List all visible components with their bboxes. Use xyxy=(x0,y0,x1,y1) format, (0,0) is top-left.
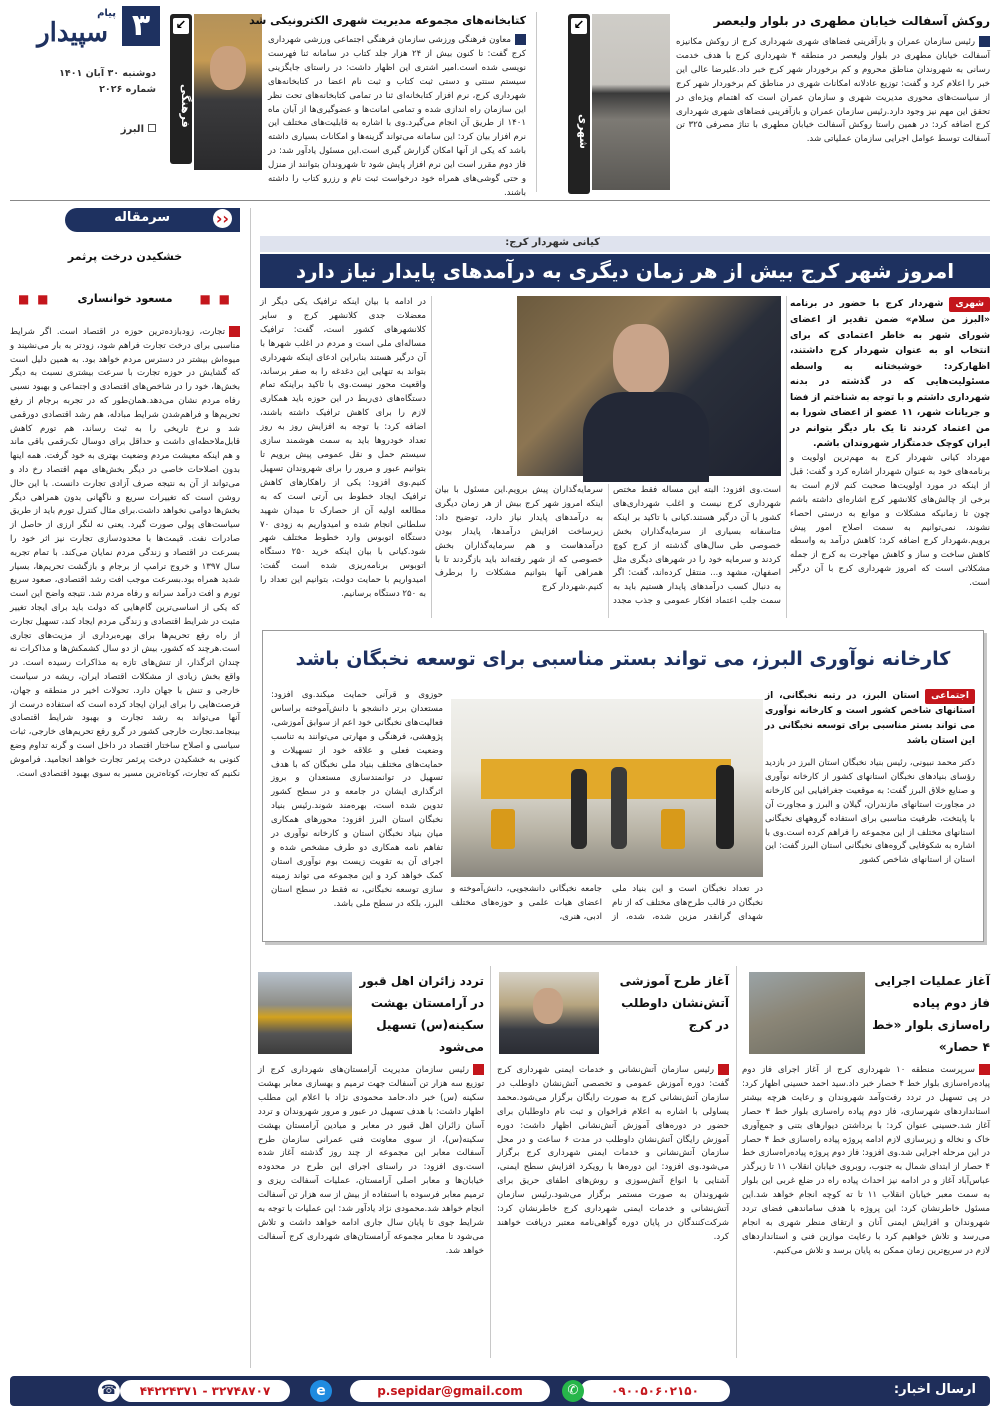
culture-news-text: معاون فرهنگی ورزشی سازمان فرهنگی اجتماعی ورزشی شهرداری کرج گفت: تا کنون بیش از ۲۴ هزار جلد کتاب در سامانه ثنا فهرست نویسی شده است.امیر اشتری این اظهار داشت: در راستای جایگزینی سیستم سنتی و دستی ثبت کتاب و ثبت نام اعضا در کتابخانه‌های شهرداری کرج، نرم افزار کتابخانه‌ای ثنا در تمامی کتابخانه‌های تحت نظر این سازمان راه اندازی شده و تمامی امانت‌ها و عضوگیری‌ها از آبان ماه ۱۴۰۱ از طریق آن انجام می‌گیرد.وی با اشاره به قابلیت‌های مختلف این نرم افزار بیان کرد: این سامانه می‌تواند گزینه‌ها و امکانات بسیاری داشته باشد که یکی از آنها امکان گزارش گیری است.این مسئول یادآور شد: در فاز دوم مقرر است این نرم افزار پایش شود تا شهروندان بتوانند از منزل و حتی گوشی‌های همراه خود درخواست ثبت نام و رزرو کتاب را داشته باشند. xyxy=(268,35,526,198)
innovation-right-col xyxy=(765,689,975,937)
whatsapp-icon: ✆ xyxy=(562,1380,584,1402)
bullet-icon xyxy=(473,1064,484,1075)
editorial-text: تجارت، زودبازده‌ترین حوزه در اقتصاد است. اگر شرایط مناسبی برای درخت تجارت فراهم شود، زودتر به بار می‌نشیند و میوه‌اش بیشتر در دسترس مردم خواهد بود. به همین دلیل است که گشایش در حوزه تجارت با سرعت بیشتری نسبت به دیگر بخش‌ها، خود را در شاخص‌های اقتصادی و اجتماعی و بهبود نسبی رفاه مردم نشان می‌دهد.همان‌طور که در تجربه برجام از رفع تحریم‌ها و فراهم‌شدن شرایط مبادله، هم رشد اقتصادی دورقمی شد و نرخ تاریخی را به ثبت رساند، هم تورم کاهش قابل‌ملاحظه‌ای داشت و حداقل برای دوسال تک‌رقمی باقی ماند و هم اینکه معیشت مردم وضعیت بهتری به خود گرفت. همه اینها بدون اصلاحات خاصی در دیگر بخش‌های مهم اقتصاد رخ داد و می‌تواند از آن به نتیجه صرف آزادی تجارت دانست. با این حال روشن است که تغییرات سریع و ناگهانی بدون همراهی دیگر بخش‌ها دوامی نخواهد داشت.برای مثال کنترل تورم باید از طریق سیاست‌های پولی صورت گیرد. یعنی نه لنگر ارزی از حاصل از صادرات نفت. قیمت‌ها با محدودسازی تجارت نیز اثر خود را بسرعت در اقتصاد و زندگی مردم نمایان می‌کند. با تمام تجربه سال ۱۳۹۷ و خروج ترامپ از برجام و بازگشت تحریم‌ها، بسیار شدید همراه بود.بسرعت موجب افت رشد اقتصادی، صعود سریع تورم و افت درآمد سرانه و رفاه مردم شد. نتیجه واضح این است که یکی از اساسی‌ترین گام‌هایی که دولت باید برای ایجاد تغییر مثبت در شرایط اقتصادی و زندگی مردم ایجاد کند، تسهیل تجارت از راه رفع تحریم‌ها برای بهره‌برداری از مزیت‌های تجاری است.هرچند که کشور، بیش از دو سال کشمکش‌ها و مذاکرات نه چندان اثرگذار، از تنش‌های تازه به مذاکرات رسیده است. در واقع بخش زیادی از مشکلات اقتصاد ایران، ریشه در سیاست خارجی و تنش با جهان دارد. تحولات اخیر در منطقه و جهان، فرصت‌هایی را برای ایران ایجاد کرده است که استفاده درست از آنها می‌تواند به رشد تجارت و بهبود شرایط اقتصادی بینجامد.تجارت خارجی کشور در گرو رفع تحریم‌های خارجی، ثبات سیاسی و اصلاح ساختار اقتصاد در داخل است و گرنه تداوم وضع کنونی به خشکیدن درخت پرثمر تجارت خواهد انجامید. فراموش نکنیم که تجارت، کوتاه‌ترین مسیر به سوی بهبود اقتصادی است. xyxy=(10,327,240,779)
asphalt-photo xyxy=(592,14,670,190)
region-text: البرز xyxy=(120,124,144,135)
person xyxy=(571,769,587,849)
editorial-author-row xyxy=(10,292,240,308)
person xyxy=(716,765,734,849)
innovation-box xyxy=(262,630,984,942)
bottom-news-2-title: آغاز طرح آموزشی آتش‌نشان داوطلب در کرج xyxy=(619,974,729,1032)
lead-intro-text: شهردار کرج با حضور در برنامه «البرز من سلام» ضمن تقدیر از اعضای شورای شهر به خاطر اعتمادی که برای انتخاب او به عنوان شهردار کرج داشتند، اظهارکرد: خوشبختانه به واسطه مسئولیت‌هایی که در گذشته در بدنه شهرداری داشتم و با توجه به شناختم از فضا و جریانات شهر، ۱۱ عضو از اعضای شورا به من اعتماد کردند تا یک بار دیگر بتوانم در ایران کوچک خدمتگزار شهروندان باشم. xyxy=(790,298,990,449)
lead-kicker-text: کیانی شهردار کرج: xyxy=(505,237,600,248)
innovation-lead xyxy=(765,689,975,751)
bullet-icon xyxy=(979,1064,990,1075)
browser-icon: e xyxy=(310,1380,332,1402)
bullet-icon xyxy=(515,34,526,45)
paving-photo xyxy=(258,972,352,1054)
red-dots-icon: ■ ■ xyxy=(18,292,51,306)
logo xyxy=(10,8,116,54)
lead-body-right: مهرداد کیانی شهردار کرج به مهم‌ترین اولویت و برنامه‌های خود به عنوان شهردار اشاره کرد و گفت: قبل از اینکه در مورد اولویت‌ها صحبت کنم لازم است به برخی از چالش‌های کلانشهر کرج اشاره‌ای داشته باشم چون تا زمانیکه مشکلات و موانع به درستی احصاء نشوند، نمی‌توانیم به سمت اصلاح امور پیش برویم.شهردار کرج اضافه کرد: کاهش درآمد به واسطه کاهش ساخت و ساز و کاهش مهاجرت به کرج از جمله مشکلاتی است که امروز شهرداری کرج با آن درگیر است. xyxy=(790,453,990,589)
bottom-news-3-text: رئیس سازمان مدیریت آرامستان‌های شهرداری کرج از توزیع سه هزار تن آسفالت جهت ترمیم و بهسازی معابر بهشت سکینه (س) خبر داد.حامد محمودی نژاد با اعلام این مطلب اظهار داشت: با هدف تسهیل در عبور و مرور شهروندان و تردد آسان زائران اهل قبور در معابر و میادین آرامستان بهشت سکینه(س)، از سوی معاونت فنی عمرانی سازمان طرح آسفالت معابر این مجموعه از چند روز گذشته آغاز شده است.وی افزود: در راستای اجرای این طرح در محدوده خیابان‌ها و معابر اصلی آرامستان، عملیات آسفالت ریزی و ترمیم معابر فرسوده با استفاده از بیش از سه هزار تن آسفالت انجام خواهد شد.محمودی نژاد یادآور شد: این عملیات با توجه به شرایط جوی تا پایان سال جاری ادامه خواهد داشت و تلاش می‌شود تا معابر مجموعه آرامستان‌های شهرداری کرج آسفالت خواهد شد. xyxy=(258,1065,484,1256)
bottom-news-3-title: تردد زائران اهل قبور در آرامستان بهشت سکینه(س) تسهیل می‌شود xyxy=(359,974,484,1054)
mobile-number: ۰۹۰۰۵۰۶۰۲۱۵۰ xyxy=(580,1380,730,1402)
editorial-title: خشکیدن درخت پرثمر xyxy=(67,250,183,263)
person-head xyxy=(613,324,669,394)
lead-headline: امروز شهر کرج بیش از هر زمان دیگری به درآمدهای پایدار نیاز دارد xyxy=(260,254,990,288)
bottom-news-1-text: سرپرست منطقه ۱۰ شهرداری کرج از آغاز اجرای فاز دوم پیاده‌راه‌سازی بلوار خط ۴ حصار خبر داد.سید احمد حسینی اظهار کرد: در پی تسهیل در تردد رفت‌وآمد شهروندان و رعایت هرچه بیشتر استانداردهای شهرسازی، فاز دوم پیاده راه‌سازی بلوار خط ۴ حصار آغاز شد.حسینی عنوان کرد: با برداشتن دیوارهای بتنی و جمع‌آوری خاک و نخاله و زیرسازی لازم ادامه پروژه پیاده راه‌سازی خط ۴ حصار در این مرحله اجرایی شد.وی افزود: فاز دوم پروژه پیاده‌راه‌سازی خط ۴ حصار از ابتدای شمال به جنوب، روبروی خیابان انقلاب ۱۱ تا زیرگذر عباس‌آباد آغاز و در ادامه نیز احداث پیاده راه در ضلع غربی این بلوار به سمت معبر خیابان انقلاب ۱۱ تا ته کوچه انجام خواهد شد.این مسئول خاطرنشان کرد: این پروژه با هدف ساماندهی فضای تردد شهروندان و افزایش ایمنی آنان و ارتقای منظر شهری به انجام می‌رسد و تلاش خواهیم کرد با رعایت موازین فنی و استانداردهای لازم در سریع‌ترین زمان ممکن به پایان برسد و تلاش می‌کنیم. xyxy=(742,1065,991,1256)
editorial xyxy=(10,208,240,1368)
culture-photo xyxy=(194,14,262,170)
person-head xyxy=(533,988,563,1024)
bullet-icon xyxy=(718,1064,729,1075)
arrow-down-left-icon: ↙ xyxy=(173,18,189,34)
bottom-news-2 xyxy=(497,966,729,1362)
urban-tab-label: شهری xyxy=(577,114,590,150)
editorial-header xyxy=(10,208,240,232)
lead-body-mid: است.وی افزود: البته این مساله فقط مختص شهرداری کرج نیست و اغلب شهرداری‌های کشور با آن درگیر هستند.کیانی با تاکید بر اینکه متاسفانه بسیاری از سرمایه‌گذاران بخش خصوصی طی سال‌های گذشته از کرج کوچ کردند و سرمایه خود را در شهرهای دیگری مثل اصفهان، مشهد و... منتقل کرده‌اند، گفت: اگر به دنبال کسب درآمدهای پایدار هستیم باید به سمت جلب اعتماد افکار عمومی و جذب مجدد سرمایه‌گذاران پیش برویم.این مسئول با بیان اینکه امروز شهر کرج بیش از هر زمان دیگری به درآمدهای پایدار نیاز دارد، توضیح داد: زیرساخت افزایش درآمدها، پایدار بودن درآمدهاست و هم سرمایه‌گذاران بخش خصوصی که از شهر رفته‌اند باید بازگردند تا با همراهی آنها بتوانیم مشکلات را برطرف کنیم.شهردار کرج xyxy=(435,485,781,607)
culture-news xyxy=(249,12,526,198)
barrel xyxy=(661,809,685,849)
lead-body-left: در ادامه با بیان اینکه ترافیک یکی دیگر از معضلات جدی کلانشهر کرج و سایر کلانشهرهای کشور است، گفت: ترافیک مساله‌ای ملی است و مردم در اغلب شهرها با آن درگیر هستند بنابراین ادعای اینکه شهرداری بتواند به تنهایی این دغدغه را به صفر برساند، واقعیت محور نیست.وی با تاکید براینکه تمام دستگاه‌های ذی‌ربط در این حوزه باید همکاری لازم را برای کاهش ترافیک داشته باشند، اضافه کرد: با توجه به افزایش روز به روز تعداد خودروها باید به سمت هوشمند سازی سیستم حمل و نقل عمومی پیش برویم تا بتوانیم عبور و مرور را برای شهروندان تسهیل کنیم.وی افزود: یکی از راهکارهای کاهش ترافیک ایجاد خطوط بی آرتی است که به مطالعه اولیه آن از حصارک تا میدان شهید سلطانی انجام شده و امیدواریم به زودی ۷۰ دستگاه اتوبوس وارد خطوط مختلف شهر شود.کیانی با بیان اینکه خرید ۲۵۰ دستگاه اتوبوس برنامه‌ریزی شده است گفت: امیدواریم با حمایت دولت، بتوانیم این تعداد را به ۲۵۰ دستگاه برسانیم. xyxy=(260,297,426,600)
bottom-news-3-body xyxy=(258,1064,484,1360)
urban-news-body xyxy=(676,36,990,196)
culture-tab xyxy=(170,14,192,164)
urban-tab xyxy=(568,14,590,194)
barrel xyxy=(491,809,515,849)
red-dots-icon: ■ ■ xyxy=(199,292,232,306)
logo-text: سپیدار xyxy=(37,18,108,48)
mayor-photo xyxy=(517,296,781,476)
innovation-lead-text: استان البرز، در رتبه نخبگانی، از استانهای شاخص کشور است و کارخانه نوآوری می تواند بستر مناسبی برای توسعه نخبگانی در این استان باشد xyxy=(765,691,975,746)
region-label xyxy=(121,124,156,135)
page-number-box: ۳ xyxy=(122,6,160,46)
person-head xyxy=(210,46,246,90)
editorial-body xyxy=(10,326,240,1366)
square-icon xyxy=(148,124,156,132)
email-address[interactable]: p.sepidar@gmail.com xyxy=(350,1380,550,1402)
sidewalk-photo xyxy=(749,972,865,1054)
footer-label: ارسال اخبار: xyxy=(893,1382,976,1397)
culture-tab-label: فرهنگی xyxy=(179,84,192,128)
bottom-news-1-body xyxy=(742,1064,990,1360)
person-body xyxy=(583,392,709,482)
person xyxy=(611,767,627,849)
bullet-icon xyxy=(979,36,990,47)
editorial-section-label: سرمقاله xyxy=(114,210,170,225)
bottom-news-1 xyxy=(742,966,990,1362)
bottom-news-3 xyxy=(258,966,484,1362)
lead-intro xyxy=(790,296,990,448)
bottom-news-1-title: آغاز عملیات اجرایی فاز دوم پیاده راه‌سازی بلوار «خط ۴ حصار» xyxy=(872,974,990,1054)
footer-bar xyxy=(10,1376,990,1406)
yellow-wall xyxy=(481,759,731,799)
phone-icon: ☎ xyxy=(98,1380,120,1402)
fire-official-photo xyxy=(499,972,599,1054)
innovation-caption: در تعداد نخبگان است و این بنیاد ملی نخبگان در قالب طرح‌های مختلف که از نام شهدای گرانقدر مزین شده، شده، از جامعه نخبگانی دانشجویی، دانش‌آموخته و اعضای هیات علمی و حوزه‌های مختلف ادبی، هنری، xyxy=(451,884,763,922)
chevrons-icon: ‹‹ xyxy=(213,209,232,228)
urban-news-title: روکش آسفالت خیابان مطهری در بلوار ولیعصر xyxy=(713,14,990,28)
culture-news-body xyxy=(268,34,526,198)
culture-news-title: کتابخانه‌های مجموعه مدیریت شهری الکترونیکی شد xyxy=(249,14,526,27)
innovation-tag: اجتماعی xyxy=(925,689,975,704)
lead-kicker-bar xyxy=(260,236,990,252)
innovation-body-right: دکتر محمد نبیونی، رئیس بنیاد نخبگان استان البرز در بازدید رؤسای بنیادهای نخبگان استانهای کشور از کارخانه نوآوری و صنایع خلاق البرز گفت: به موقعیت جغرافیایی این کارخانه در مجاورت استانهای مازندران، گیلان و البرز و مجاورت آن با پایتخت، ظرفیت مناسبی برای استفاده گروههای نخبگانی استانهای مختلف از این مجموعه را فراهم کرده است.وی با اشاره به شکوفایی گروه‌های نخبگانی استان البرز گفت: این استان از استانهای شاخص کشور xyxy=(765,758,975,866)
issue-date: دوشنبه ۳۰ آبان ۱۴۰۱ xyxy=(59,68,156,79)
office-phone: ۳۲۷۴۸۷۰۷ - ۴۴۲۲۴۳۷۱ xyxy=(120,1380,290,1402)
bottom-news-2-body xyxy=(497,1064,729,1360)
bullet-icon xyxy=(229,326,240,337)
lead-tag: شهری xyxy=(949,297,990,312)
urban-news-text: رئیس سازمان عمران و بازآفرینی فضاهای شهری شهرداری کرج از روکش مکانیزه آسفالت خیابان مطهری در بلوار ولیعصر در منطقه ۴ شهرداری کرج با هدف خدمت رسانی به شهروندان مناطق محروم و کم برخوردار شهر کرج خبر داد.علیرضا عالی این خبر را اعلام کرد و گفت: توزیع عادلانه امکانات شهری در مناطق کم برخوردار شهر کرج از سیاست‌های محوری مدیریت شهری و سازمان عمران است که اهتمام ویژه‌ای در تحقق این مهم نیز وجود دارد.رئیس سازمان عمران و بازآفرینی فضاهای شهری شهرداری کرج اضافه کرد: در همین راستا روکش آسفالت خیابان مطهری با تناژ مصرفی ۳۲۵ تن آسفالت توسط عوامل اجرایی سازمان عملیاتی شد. xyxy=(676,37,991,145)
urban-news xyxy=(676,12,990,197)
editorial-author: مسعود خوانساری xyxy=(77,292,173,305)
innovation-headline: کارخانه نوآوری البرز، می تواند بستر مناسبی برای توسعه نخبگان باشد xyxy=(295,648,951,670)
logo-small: پیام xyxy=(97,8,116,19)
lead-column-right xyxy=(790,296,990,616)
issue-number: شماره ۲۰۲۶ xyxy=(99,84,156,95)
innovation-photo xyxy=(451,699,763,877)
bottom-news-2-text: رئیس سازمان آتش‌نشانی و خدمات ایمنی شهرداری کرج گفت: دوره آموزش عمومی و تخصصی آتش‌نشان داوطلب در سازمان آتش‌نشانی کرج به صورت رایگان برگزار می‌شود.محمد یساولی با اشاره به اعلام فراخوان و ثبت نام داوطلبان برای حضور در دوره‌های آموزش آتش‌نشانی اظهار داشت: دوره آموزش رایگان آتش‌نشان داوطلب در مدت ۶ ساعت و در محل سازمان آتش‌نشانی و خدمات ایمنی شهرداری کرج برگزار می‌شود.وی افزود: این دوره‌ها با رویکرد افزایش سطح ایمنی، آشنایی با انواع آتش‌سوزی و روش‌های اطفای حریق برای شهروندان به صورت مستمر برگزار می‌شود.رئیس سازمان آتش‌نشانی و خدمات ایمنی شهرداری کرج خاطرنشان کرد: شرکت‌کنندگان در پایان دوره گواهی‌نامه معتبر دریافت خواهند کرد. xyxy=(497,1065,729,1242)
arrow-down-left-icon: ↙ xyxy=(571,18,587,34)
innovation-body-left: حوزوی و قرآنی حمایت میکند.وی افزود: مستعدان برتر دانشجو با دانش‌آموخته براساس فعالیت‌های نخبگانی خود اعم از سوابق آموزشی، پژوهشی، فرهنگی و مهارتی می‌توانند به تناسب وضعیت فعلی و علاقه خود از تسهیلات و حمایت‌های مختلف بنیاد ملی نخبگان که با هدف تسهیل در توانمندسازی مستعدان و بروز اثرگذاری ایشان در جامعه و در سطح کشور تدوین شده است، بهره‌مند شوند.رئیس بنیاد نخبگان استان البرز افزود: محورهای همکاری میان بنیاد نخبگان استان و کارخانه نوآوری در تفاهم نامه همکاری دو طرف مشخص شده و اجرای آن به تقویت زیست بوم نوآوری استان کمک خواهد کرد و این مجموعه می تواند زمینه سازی توسعه نخبگانی، نه فقط در سطح استان البرز، بلکه در سطح ملی باشد. xyxy=(271,690,443,909)
